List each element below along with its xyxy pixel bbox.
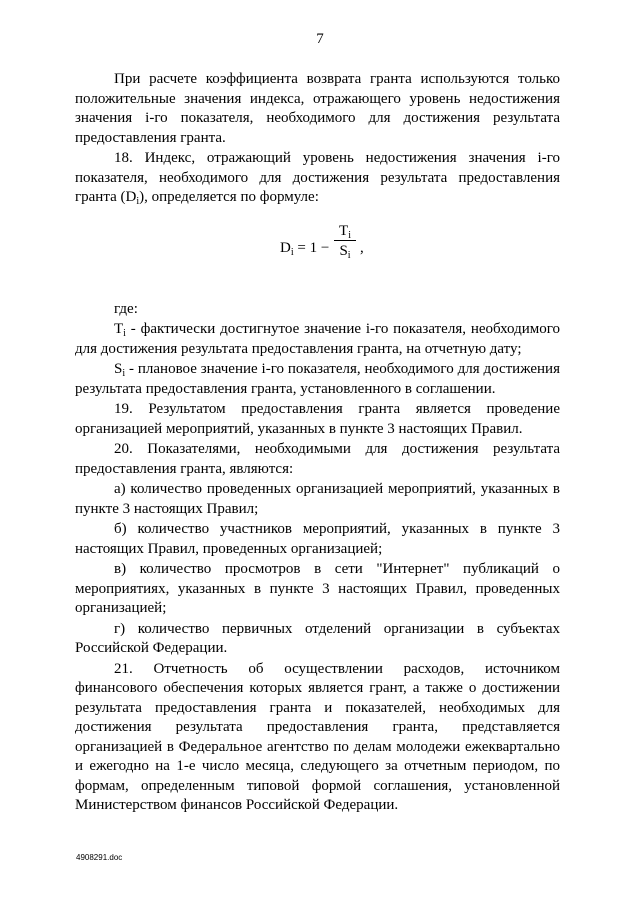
list-item-b: б) количество участников мероприятий, указанных в пункте 3 настоящих Правил, проведенных организацией; (75, 521, 560, 557)
definition-s-symbol: S (114, 361, 123, 377)
definition-s-subscript: i (122, 368, 126, 379)
page-number: 7 (316, 31, 324, 47)
paragraph-18-subscript: i (136, 196, 140, 207)
paragraph-18 (75, 149, 560, 208)
definition-s (75, 360, 560, 399)
paragraph-coefficient: При расчете коэффициента возврата гранта используются только положительные значения индекса, отражающего уровень недостижения значения i-го показателя, необходимого для достижения результата предоставления гранта. (75, 71, 560, 146)
paragraph-20: 20. Показателями, необходимыми для достижения результата предоставления гранта, являются: (75, 441, 560, 477)
list-item-a: а) количество проведенных организацией мероприятий, указанных в пункте 3 настоящих Правил; (75, 481, 560, 517)
formula-denominator-subscript: i (347, 249, 351, 261)
formula-fraction (333, 222, 357, 259)
document-body (75, 70, 560, 817)
definition-t-symbol: T (114, 321, 124, 337)
formula-lhs-subscript: i (290, 246, 294, 258)
formula-denominator (333, 241, 357, 259)
formula-comma: , (360, 239, 364, 256)
formula-lhs (280, 239, 329, 259)
list-item-v: в) количество просмотров в сети "Интернет" публикаций о мероприятиях, указанных в пункте 3 настоящих Правил, проведенных организацией; (75, 561, 560, 616)
definition-t-subscript: i (123, 328, 126, 339)
formula (75, 220, 560, 282)
formula-numerator-subscript: i (348, 229, 351, 241)
footer-filename: 4908291.doc (76, 853, 123, 862)
paragraph-19: 19. Результатом предоставления гранта является проведение организацией мероприятий, указанных в пункте 3 настоящих Правил. (75, 401, 560, 437)
formula-lhs-symbol: D (280, 239, 291, 256)
definition-t-text: - фактически достигнутое значение i-го показателя, необходимого для достижения результата предоставления гранта, на отчетную дату; (75, 321, 560, 357)
paragraph-21: 21. Отчетность об осуществлении расходов, источником финансового обеспечения которых является грант, а также о достижении результата предоставления гранта и показателей, необходимых для достижения результата предоставления гранта, представляется организацией в Федеральное агентство по делам молодежи ежеквартально и ежегодно на 1-е число месяца, следующего за отчетным периодом, по формам, определенным типовой формой соглашения, установленной Министерством финансов Российской Федерации. (75, 660, 560, 813)
paragraph-18-text: 18. Индекс, отражающий уровень недостижения значения i-го показателя, необходимого для достижения результата предоставления гранта (D (75, 150, 560, 205)
where-label: где: (114, 300, 138, 317)
formula-numerator (333, 222, 357, 240)
formula-numerator-symbol: T (339, 222, 349, 239)
paragraph-18-text-end: ), определяется по формуле: (139, 189, 319, 205)
list-item-g: г) количество первичных отделений организации в субъектах Российской Федерации. (75, 620, 560, 656)
formula-denominator-symbol: S (339, 242, 348, 259)
definition-t (75, 320, 560, 359)
definition-s-text: - плановое значение i-го показателя, необходимого для достижения результата предоставления гранта, установленного в соглашении. (75, 361, 560, 397)
formula-equals: = 1 − (293, 239, 330, 256)
